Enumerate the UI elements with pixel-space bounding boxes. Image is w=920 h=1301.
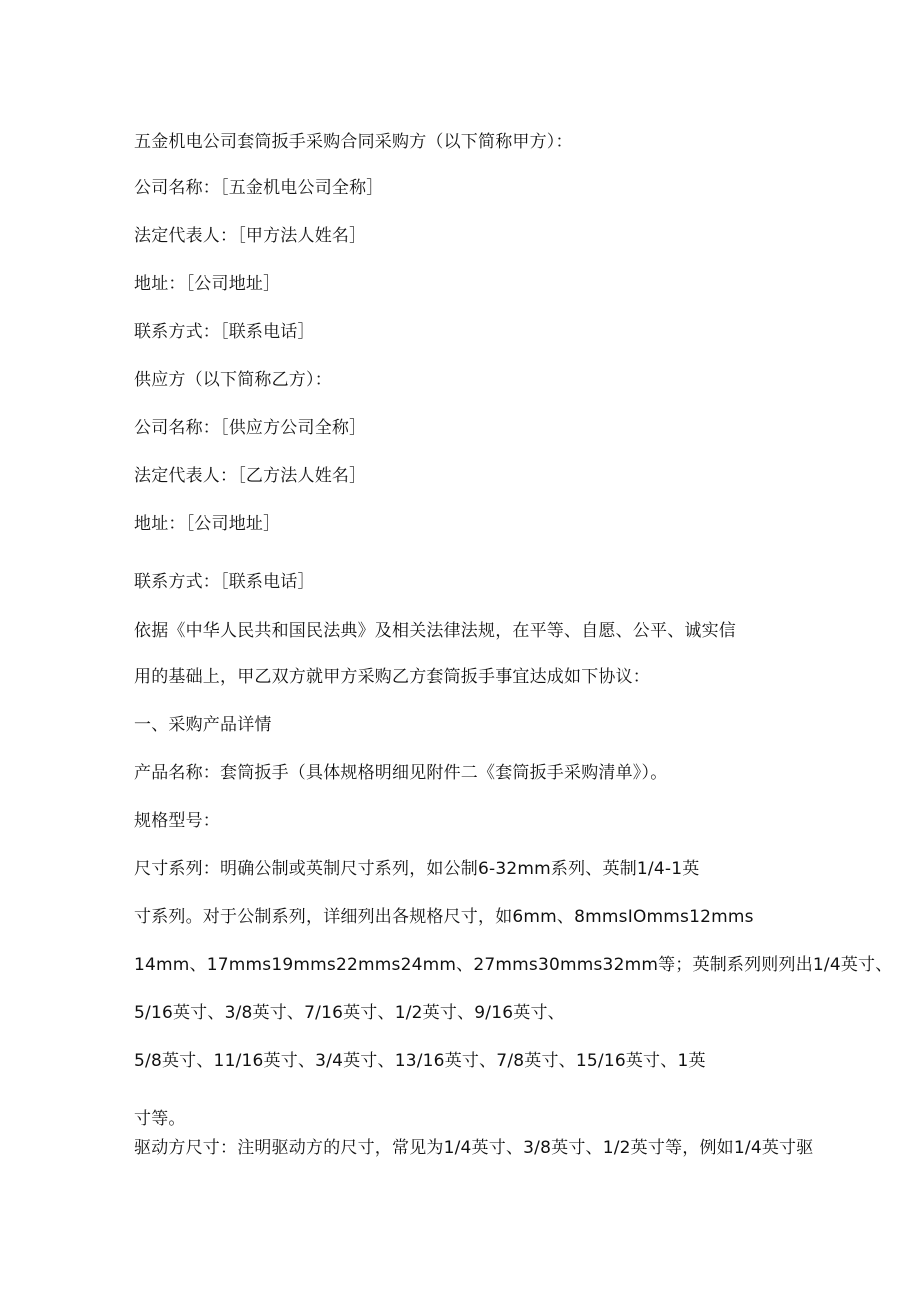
size-series-line-2: 寸系列。对于公制系列，详细列出各规格尺寸，如6mm、8mmsIOmms12mms [134, 907, 754, 927]
buyer-address: 地址：［公司地址］ [134, 274, 281, 294]
buyer-heading: 五金机电公司套筒扳手采购合同采购方（以下简称甲方）： [134, 132, 573, 152]
buyer-legal-representative: 法定代表人：［甲方法人姓名］ [134, 226, 367, 246]
drive-size-line-1: 驱动方尺寸：注明驱动方的尺寸，常见为1/4英寸、3/8英寸、1/2英寸等，例如1/4英寸驱 [134, 1138, 814, 1158]
size-series-line-6: 寸等。 [134, 1109, 186, 1129]
preamble-line-1: 依据《中华人民共和国民法典》及相关法律法规，在平等、自愿、公平、诚实信 [134, 621, 736, 641]
size-series-line-3: 14mm、17mms19mms22mms24mm、27mms30mms32mm等；英制系列则列出1/4英寸、 [134, 955, 893, 975]
preamble-line-2: 用的基础上，甲乙双方就甲方采购乙方套筒扳手事宜达成如下协议： [134, 667, 650, 687]
supplier-legal-representative: 法定代表人：［乙方法人姓名］ [134, 466, 367, 486]
specification-heading: 规格型号： [134, 811, 220, 831]
supplier-company-name: 公司名称：［供应方公司全称］ [134, 418, 367, 438]
size-series-line-5: 5/8英寸、11/16英寸、3/4英寸、13/16英寸、7/8英寸、15/16英寸、1英 [134, 1051, 706, 1071]
supplier-heading: 供应方（以下简称乙方）： [134, 370, 332, 390]
supplier-address: 地址：［公司地址］ [134, 514, 281, 534]
buyer-company-name: 公司名称：［五金机电公司全称］ [134, 178, 384, 198]
section-heading-product-details: 一、采购产品详情 [134, 715, 272, 735]
supplier-contact: 联系方式：［联系电话］ [134, 572, 315, 592]
size-series-line-1: 尺寸系列：明确公制或英制尺寸系列，如公制6-32mm系列、英制1/4-1英 [134, 859, 700, 879]
product-name: 产品名称：套筒扳手（具体规格明细见附件二《套筒扳手采购清单》）。 [134, 763, 668, 783]
size-series-line-4: 5/16英寸、3/8英寸、7/16英寸、1/2英寸、9/16英寸、 [134, 1003, 565, 1023]
buyer-contact: 联系方式：［联系电话］ [134, 322, 315, 342]
